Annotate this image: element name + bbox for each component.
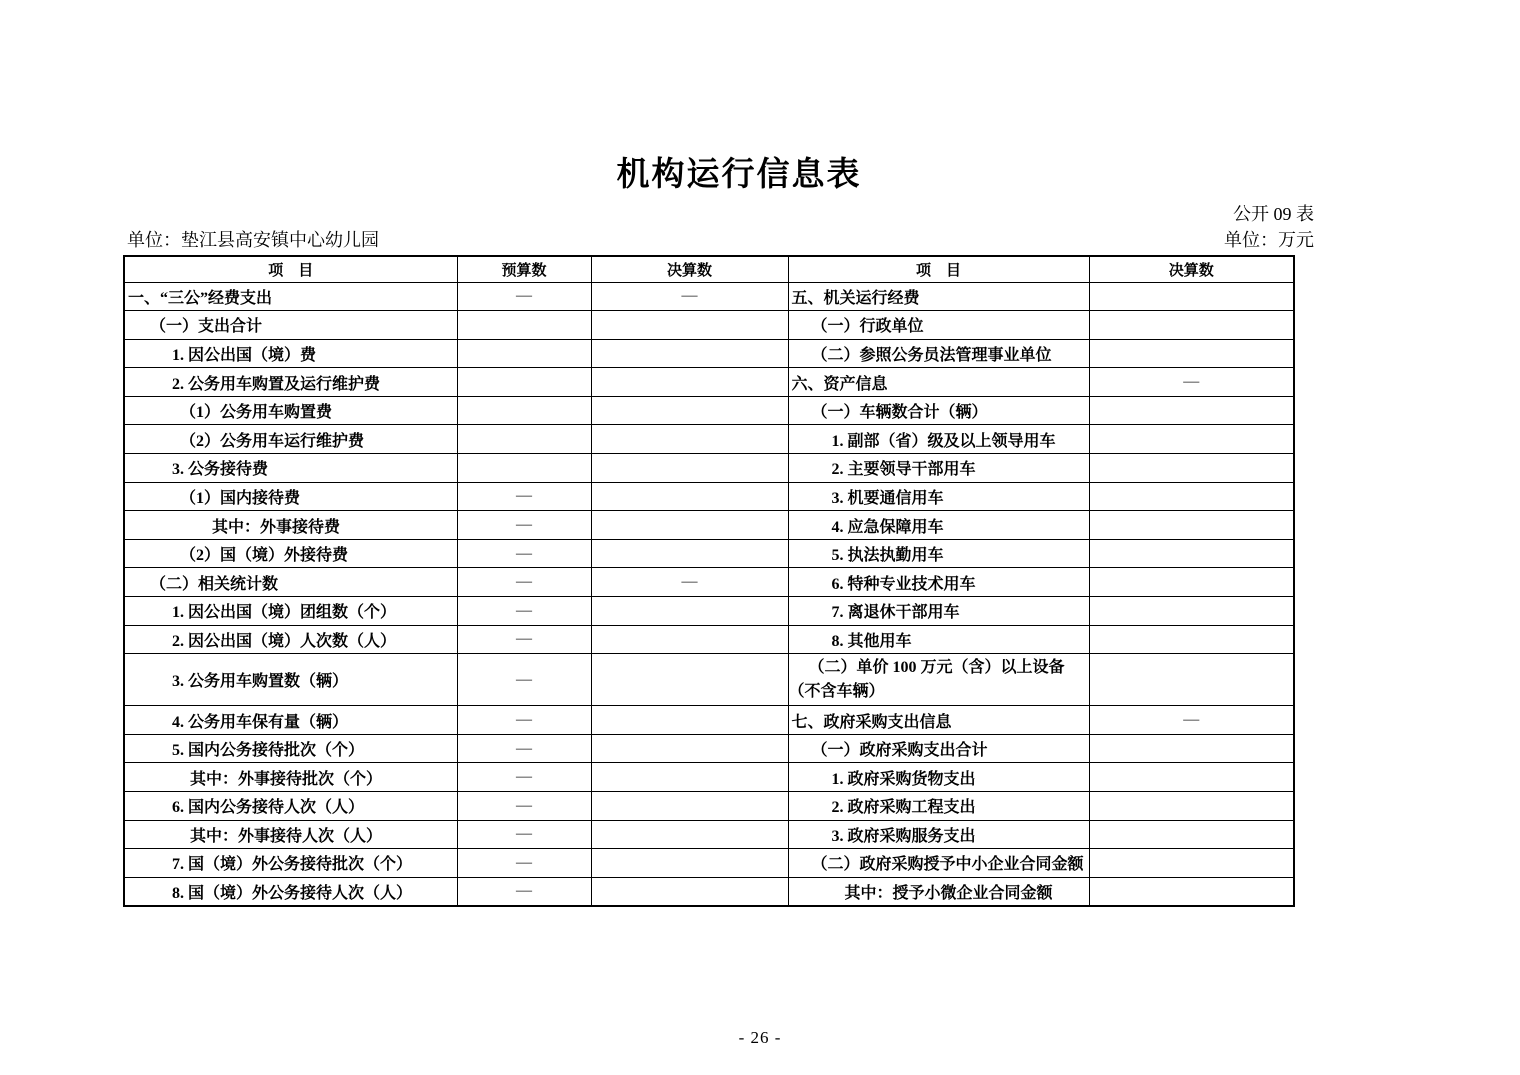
table-row — [124, 339, 1294, 368]
table-row — [124, 482, 1294, 511]
budget-value-cell: — — [457, 763, 591, 792]
budget-value-cell: — — [457, 654, 591, 706]
item-label-cell: （一）车辆数合计（辆） — [788, 396, 1089, 425]
item-label-cell: 4. 应急保障用车 — [788, 511, 1089, 540]
item-label-cell: 2. 主要领导干部用车 — [788, 454, 1089, 483]
final-value-cell — [591, 368, 788, 397]
unit-currency-label: 单位：万元 — [1224, 230, 1314, 250]
final-value-cell — [591, 425, 788, 454]
final-value-cell — [591, 849, 788, 878]
table-row — [124, 849, 1294, 878]
budget-value-cell: — — [457, 820, 591, 849]
budget-value-cell — [457, 425, 591, 454]
budget-value-cell: — — [457, 877, 591, 906]
final-value-cell — [591, 820, 788, 849]
final-value-cell: — — [1089, 368, 1294, 397]
unit-row — [127, 226, 1314, 252]
page-title: 机构运行信息表 — [616, 157, 862, 193]
col-header-final-left: 决算数 — [591, 256, 788, 282]
final-value-cell — [1089, 339, 1294, 368]
budget-value-cell — [457, 311, 591, 340]
item-label-cell: 五、机关运行经费 — [788, 282, 1089, 311]
budget-value-cell: — — [457, 734, 591, 763]
table-row — [124, 763, 1294, 792]
item-label-cell: （1）公务用车购置费 — [124, 396, 457, 425]
final-value-cell — [591, 625, 788, 654]
budget-value-cell: — — [457, 706, 591, 735]
budget-value-cell — [457, 396, 591, 425]
item-label-cell: 一、“三公”经费支出 — [124, 282, 457, 311]
final-value-cell — [591, 339, 788, 368]
item-label-cell: （2）国（境）外接待费 — [124, 539, 457, 568]
item-label-cell: 1. 因公出国（境）费 — [124, 339, 457, 368]
final-value-cell — [591, 877, 788, 906]
item-label-cell: 5. 国内公务接待批次（个） — [124, 734, 457, 763]
table-row — [124, 734, 1294, 763]
item-label-cell: 8. 其他用车 — [788, 625, 1089, 654]
item-label-cell: （2）公务用车运行维护费 — [124, 425, 457, 454]
item-label-cell: 8. 国（境）外公务接待人次（人） — [124, 877, 457, 906]
final-value-cell — [591, 654, 788, 706]
budget-value-cell: — — [457, 792, 591, 821]
table-row — [124, 625, 1294, 654]
final-value-cell — [1089, 396, 1294, 425]
table-row — [124, 511, 1294, 540]
unit-name-label: 单位：垫江县高安镇中心幼儿园 — [127, 230, 379, 250]
item-label-cell: （二）参照公务员法管理事业单位 — [788, 339, 1089, 368]
final-value-cell — [591, 482, 788, 511]
table-row — [124, 820, 1294, 849]
table-row — [124, 597, 1294, 626]
final-value-cell — [1089, 625, 1294, 654]
table-row — [124, 539, 1294, 568]
final-value-cell — [591, 311, 788, 340]
table-row — [124, 368, 1294, 397]
final-value-cell — [1089, 654, 1294, 706]
budget-value-cell: — — [457, 849, 591, 878]
final-value-cell — [591, 706, 788, 735]
col-header-item-right: 项 目 — [788, 256, 1089, 282]
budget-value-cell — [457, 339, 591, 368]
item-label-cell: （二）政府采购授予中小企业合同金额 — [788, 849, 1089, 878]
final-value-cell — [1089, 454, 1294, 483]
final-value-cell — [591, 763, 788, 792]
budget-value-cell: — — [457, 597, 591, 626]
item-label-cell: 1. 副部（省）级及以上领导用车 — [788, 425, 1089, 454]
item-label-cell: （一）行政单位 — [788, 311, 1089, 340]
final-value-cell — [591, 511, 788, 540]
final-value-cell — [1089, 849, 1294, 878]
final-value-cell — [1089, 877, 1294, 906]
final-value-cell: — — [591, 282, 788, 311]
item-label-cell: 7. 离退休干部用车 — [788, 597, 1089, 626]
item-label-cell: 其中：外事接待批次（个） — [124, 763, 457, 792]
item-label-cell: 其中：外事接待人次（人） — [124, 820, 457, 849]
col-header-budget: 预算数 — [457, 256, 591, 282]
col-header-final-right: 决算数 — [1089, 256, 1294, 282]
item-label-cell: 4. 公务用车保有量（辆） — [124, 706, 457, 735]
item-label-cell: 3. 公务用车购置数（辆） — [124, 654, 457, 706]
budget-value-cell: — — [457, 625, 591, 654]
final-value-cell — [1089, 282, 1294, 311]
page-number: - 26 - — [738, 1028, 782, 1047]
final-value-cell — [1089, 511, 1294, 540]
item-label-cell: （一）政府采购支出合计 — [788, 734, 1089, 763]
budget-value-cell — [457, 368, 591, 397]
item-label-cell: 2. 政府采购工程支出 — [788, 792, 1089, 821]
table-row — [124, 396, 1294, 425]
final-value-cell — [1089, 311, 1294, 340]
form-code-label: 公开 09 表 — [1233, 204, 1314, 224]
budget-value-cell — [457, 454, 591, 483]
final-value-cell — [1089, 568, 1294, 597]
final-value-cell — [591, 539, 788, 568]
item-label-cell: 7. 国（境）外公务接待批次（个） — [124, 849, 457, 878]
final-value-cell — [591, 396, 788, 425]
item-label-cell: 6. 特种专业技术用车 — [788, 568, 1089, 597]
item-label-cell: 七、政府采购支出信息 — [788, 706, 1089, 735]
item-label-cell: 其中：授予小微企业合同金额 — [788, 877, 1089, 906]
table-row — [124, 877, 1294, 906]
budget-value-cell: — — [457, 568, 591, 597]
table-row — [124, 568, 1294, 597]
final-value-cell — [1089, 482, 1294, 511]
item-label-cell: 6. 国内公务接待人次（人） — [124, 792, 457, 821]
final-value-cell — [1089, 425, 1294, 454]
item-label-cell: 1. 政府采购货物支出 — [788, 763, 1089, 792]
table-row — [124, 792, 1294, 821]
item-label-cell: 六、资产信息 — [788, 368, 1089, 397]
table-row — [124, 311, 1294, 340]
item-label-cell: （一）支出合计 — [124, 311, 457, 340]
table-row — [124, 282, 1294, 311]
final-value-cell — [1089, 820, 1294, 849]
col-header-item-left: 项 目 — [124, 256, 457, 282]
item-label-cell: （1）国内接待费 — [124, 482, 457, 511]
final-value-cell — [1089, 792, 1294, 821]
final-value-cell — [591, 454, 788, 483]
budget-value-cell: — — [457, 539, 591, 568]
final-value-cell — [591, 734, 788, 763]
item-label-cell: 2. 公务用车购置及运行维护费 — [124, 368, 457, 397]
item-label-cell: 其中：外事接待费 — [124, 511, 457, 540]
item-label-cell: 3. 公务接待费 — [124, 454, 457, 483]
item-label-cell: 3. 政府采购服务支出 — [788, 820, 1089, 849]
final-value-cell — [1089, 539, 1294, 568]
final-value-cell: — — [1089, 706, 1294, 735]
item-label-cell: （二）单价 100 万元（含）以上设备（不含车辆） — [788, 654, 1089, 706]
budget-value-cell: — — [457, 511, 591, 540]
item-label-cell: （二）相关统计数 — [124, 568, 457, 597]
table-body — [124, 282, 1294, 906]
final-value-cell — [591, 597, 788, 626]
item-label-cell: 2. 因公出国（境）人次数（人） — [124, 625, 457, 654]
final-value-cell — [1089, 734, 1294, 763]
table-row — [124, 706, 1294, 735]
final-value-cell — [1089, 763, 1294, 792]
budget-value-cell: — — [457, 482, 591, 511]
final-value-cell — [591, 792, 788, 821]
org-operation-info-table — [123, 255, 1295, 907]
item-label-cell: 5. 执法执勤用车 — [788, 539, 1089, 568]
table-header-row — [124, 256, 1294, 282]
table-row — [124, 425, 1294, 454]
item-label-cell: 3. 机要通信用车 — [788, 482, 1089, 511]
item-label-cell: 1. 因公出国（境）团组数（个） — [124, 597, 457, 626]
table-row — [124, 454, 1294, 483]
budget-value-cell: — — [457, 282, 591, 311]
final-value-cell — [1089, 597, 1294, 626]
final-value-cell: — — [591, 568, 788, 597]
table-row — [124, 654, 1294, 706]
